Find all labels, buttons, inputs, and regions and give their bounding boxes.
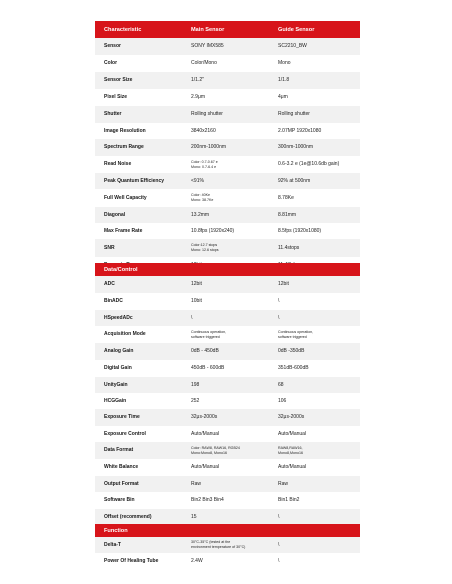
row-label: Power Of Healing Tube — [95, 553, 182, 569]
main-sensor-value: 200nm-1000nm — [182, 139, 269, 156]
main-sensor-value: 30°C-35°C (tested at the environment temperature of 30°C) — [182, 537, 269, 553]
row-label: ADC — [95, 276, 182, 293]
guide-sensor-value: 351dB-600dB — [269, 360, 360, 377]
function-table — [95, 537, 360, 569]
table-row — [95, 293, 360, 310]
main-sensor-value: <91% — [182, 173, 269, 189]
main-sensor-value: 15 — [182, 509, 269, 525]
table-row — [95, 409, 360, 426]
guide-sensor-value: Bin1 Bin2 — [269, 492, 360, 509]
main-sensor-value: 2.4W — [182, 553, 269, 569]
main-sensor-value: 198 — [182, 377, 269, 393]
guide-sensor-value: \ — [269, 509, 360, 525]
main-sensor-value: Rolling shutter — [182, 106, 269, 123]
data-control-table — [95, 276, 360, 525]
main-sensor-value: 10bit — [182, 293, 269, 310]
guide-sensor-value: 12bit — [269, 276, 360, 293]
row-label: HCGGain — [95, 393, 182, 409]
guide-sensor-value: 11.4stops — [269, 239, 360, 257]
table-row — [95, 55, 360, 72]
guide-sensor-value: RAW8,RAW16, Mono8,Mono16 — [269, 442, 360, 459]
row-label: Delta-T — [95, 537, 182, 553]
row-label: Output Format — [95, 476, 182, 492]
table-row — [95, 377, 360, 393]
row-label: Analog Gain — [95, 343, 182, 360]
row-label: Sensor Size — [95, 72, 182, 89]
table-row — [95, 509, 360, 525]
main-sensor-value: Color: 0.7-0.67 e Mono: 0.7-6.4 e — [182, 156, 269, 173]
main-sensor-value: \ — [182, 310, 269, 326]
guide-sensor-value: 300nm-1000nm — [269, 139, 360, 156]
row-label: Full Well Capacity — [95, 189, 182, 207]
guide-sensor-value: Auto/Manual — [269, 426, 360, 442]
guide-sensor-value: 8.78Ke — [269, 189, 360, 207]
main-sensor-value: 0dB - 450dB — [182, 343, 269, 360]
row-label: Max Frame Rate — [95, 223, 182, 239]
guide-sensor-value: Mono — [269, 55, 360, 72]
table-row — [95, 106, 360, 123]
guide-sensor-value: Rolling shutter — [269, 106, 360, 123]
row-label: Acquisition Mode — [95, 326, 182, 343]
guide-sensor-value: 68 — [269, 377, 360, 393]
row-label: Spectrum Range — [95, 139, 182, 156]
guide-sensor-value: 32μs-2000s — [269, 409, 360, 426]
table-row — [95, 223, 360, 239]
guide-sensor-value: 8.81mm — [269, 207, 360, 223]
row-label: Sensor — [95, 38, 182, 55]
row-label: Shutter — [95, 106, 182, 123]
main-sensor-value: 2.9μm — [182, 89, 269, 106]
row-label: Software Bin — [95, 492, 182, 509]
table-row — [95, 476, 360, 492]
row-label: Color — [95, 55, 182, 72]
guide-sensor-value: 0.6-3.2 e (1e@10.6db gain) — [269, 156, 360, 173]
guide-sensor-value: 92% at 500nm — [269, 173, 360, 189]
guide-sensor-value: 8.5fps (1920x1080) — [269, 223, 360, 239]
main-sensor-value: Color: 40Ke Mono: 38.7Ke — [182, 189, 269, 207]
table-row — [95, 189, 360, 207]
main-sensor-value: 10.8fps (1920x240) — [182, 223, 269, 239]
table-row — [95, 326, 360, 343]
main-sensor-value: Bin2 Bin3 Bin4 — [182, 492, 269, 509]
table-row — [95, 492, 360, 509]
header-characteristic: Characteristic — [95, 21, 182, 38]
main-sensor-value: 3840x2160 — [182, 123, 269, 139]
table-row — [95, 156, 360, 173]
row-label: Image Resolution — [95, 123, 182, 139]
row-label: Read Noise — [95, 156, 182, 173]
table-row — [95, 239, 360, 257]
row-label: Peak Quantum Efficiency — [95, 173, 182, 189]
row-label: UnityGain — [95, 377, 182, 393]
row-label: White Balance — [95, 459, 182, 476]
main-sensor-value: Auto/Manual — [182, 459, 269, 476]
guide-sensor-value: \ — [269, 553, 360, 569]
main-sensor-value: 450dB - 600dB — [182, 360, 269, 377]
table-row — [95, 426, 360, 442]
row-label: Diagonal — [95, 207, 182, 223]
guide-sensor-value: 1/1.8 — [269, 72, 360, 89]
section-header-function: Function — [95, 524, 360, 537]
guide-sensor-value: \ — [269, 310, 360, 326]
table-row — [95, 360, 360, 377]
guide-sensor-value: 4μm — [269, 89, 360, 106]
table-row — [95, 123, 360, 139]
main-sensor-value: 32μs-2000s — [182, 409, 269, 426]
main-sensor-value: 12bit — [182, 276, 269, 293]
guide-sensor-value: \ — [269, 537, 360, 553]
table-row — [95, 537, 360, 553]
table-row — [95, 139, 360, 156]
guide-sensor-value: 0dB -350dB — [269, 343, 360, 360]
spec-table-header — [95, 21, 360, 38]
table-row — [95, 89, 360, 106]
table-row — [95, 276, 360, 293]
table-row — [95, 72, 360, 89]
main-sensor-value: Color:12.7 stops Mono: 12.6 stops — [182, 239, 269, 257]
main-sensor-value: Color/Mono — [182, 55, 269, 72]
table-row — [95, 38, 360, 55]
row-label: Exposure Time — [95, 409, 182, 426]
table-row — [95, 459, 360, 476]
guide-sensor-value: 106 — [269, 393, 360, 409]
row-label: Data Format — [95, 442, 182, 459]
main-sensor-value: Color: RAW8, RAW16, RGB24 Mono:Mono8, Mono16 — [182, 442, 269, 459]
row-label: Exposure Control — [95, 426, 182, 442]
header-main-sensor: Main Sensor — [182, 21, 269, 38]
table-row — [95, 553, 360, 569]
row-label: BinADC — [95, 293, 182, 310]
main-sensor-value: 252 — [182, 393, 269, 409]
table-row — [95, 207, 360, 223]
guide-sensor-value: Raw — [269, 476, 360, 492]
main-sensor-value: 13.2mm — [182, 207, 269, 223]
table-row — [95, 310, 360, 326]
guide-sensor-value: 2.07MP 1920x1080 — [269, 123, 360, 139]
row-label: Pixel Size — [95, 89, 182, 106]
spec-table — [95, 21, 360, 273]
guide-sensor-value: Continuous operation, software triggered — [269, 326, 360, 343]
main-sensor-value: 1/1.2'' — [182, 72, 269, 89]
row-label: Digital Gain — [95, 360, 182, 377]
table-row — [95, 173, 360, 189]
guide-sensor-value: Auto/Manual — [269, 459, 360, 476]
section-header-data-control: Data/Control — [95, 263, 360, 276]
table-row — [95, 343, 360, 360]
main-sensor-value: Raw — [182, 476, 269, 492]
spec-table-wrap — [95, 21, 360, 273]
main-sensor-value: SONY IMX585 — [182, 38, 269, 55]
guide-sensor-value: \ — [269, 293, 360, 310]
guide-sensor-value: SC2210_BW — [269, 38, 360, 55]
main-sensor-value: Continuous operation, software triggered — [182, 326, 269, 343]
header-guide-sensor: Guide Sensor — [269, 21, 360, 38]
row-label: Offset (recommend) — [95, 509, 182, 525]
table-row — [95, 393, 360, 409]
row-label: SNR — [95, 239, 182, 257]
main-sensor-value: Auto/Manual — [182, 426, 269, 442]
table-row — [95, 442, 360, 459]
row-label: HSpeedADc — [95, 310, 182, 326]
